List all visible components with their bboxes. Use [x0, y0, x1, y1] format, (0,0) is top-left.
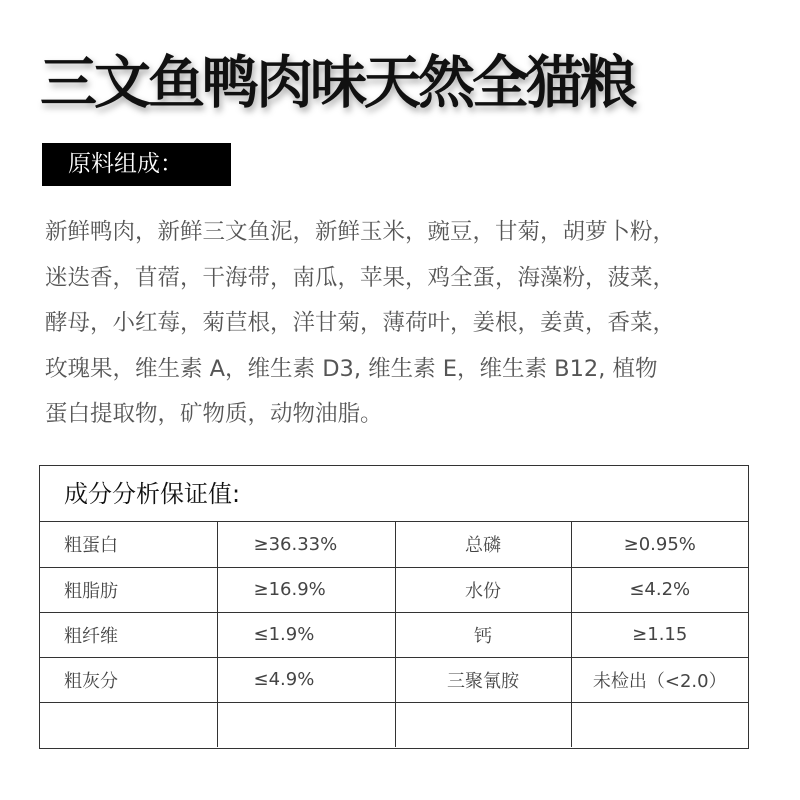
nutrient-value: ≤1.9% [217, 612, 395, 657]
nutrient-value: ≥1.15 [571, 612, 748, 657]
nutrient-name: 粗脂肪 [40, 567, 217, 612]
table-row [40, 522, 748, 567]
nutrient-value: ≤4.2% [571, 567, 748, 612]
ingredients-label: 原料组成： [42, 143, 231, 186]
table-row [40, 657, 748, 702]
table-row [40, 567, 748, 612]
ingredients-line: 新鲜鸭肉，新鲜三文鱼泥，新鲜玉米，豌豆，甘菊，胡萝卜粉， [45, 219, 676, 245]
nutrient-value: 未检出（<2.0） [571, 657, 748, 702]
ingredients-line: 蛋白提取物，矿物质，动物油脂。 [45, 401, 383, 427]
nutrient-value: ≥36.33% [217, 522, 395, 567]
nutrient-name: 水份 [395, 567, 571, 612]
nutrient-value [217, 702, 395, 747]
nutrient-name: 粗灰分 [40, 657, 217, 702]
analysis-grid [40, 522, 748, 747]
nutrient-name [40, 702, 217, 747]
nutrient-name [395, 702, 571, 747]
table-row [40, 702, 748, 747]
table-row [40, 612, 748, 657]
ingredients-line: 玫瑰果，维生素 A，维生素 D3, 维生素 E，维生素 B12, 植物 [45, 355, 658, 382]
nutrient-value: ≥0.95% [571, 522, 748, 567]
ingredients-text [45, 210, 765, 438]
nutrient-name: 三聚氰胺 [395, 657, 571, 702]
analysis-table [39, 465, 749, 749]
ingredients-line: 酵母，小红莓，菊苣根，洋甘菊，薄荷叶，姜根，姜黄，香菜， [45, 310, 676, 336]
nutrient-name: 粗纤维 [40, 612, 217, 657]
analysis-table-title: 成分分析保证值: [40, 466, 748, 522]
ingredients-line: 迷迭香，苜蓿，干海带，南瓜，苹果，鸡全蛋，海藻粉，菠菜， [45, 264, 676, 291]
nutrient-name: 粗蛋白 [40, 522, 217, 567]
product-title: 三文鱼鸭肉味天然全猫粮 [40, 49, 634, 116]
nutrient-name: 钙 [395, 612, 571, 657]
nutrient-value [571, 702, 748, 747]
nutrient-value: ≥16.9% [217, 567, 395, 612]
nutrient-name: 总磷 [395, 522, 571, 567]
nutrient-value: ≤4.9% [217, 657, 395, 702]
